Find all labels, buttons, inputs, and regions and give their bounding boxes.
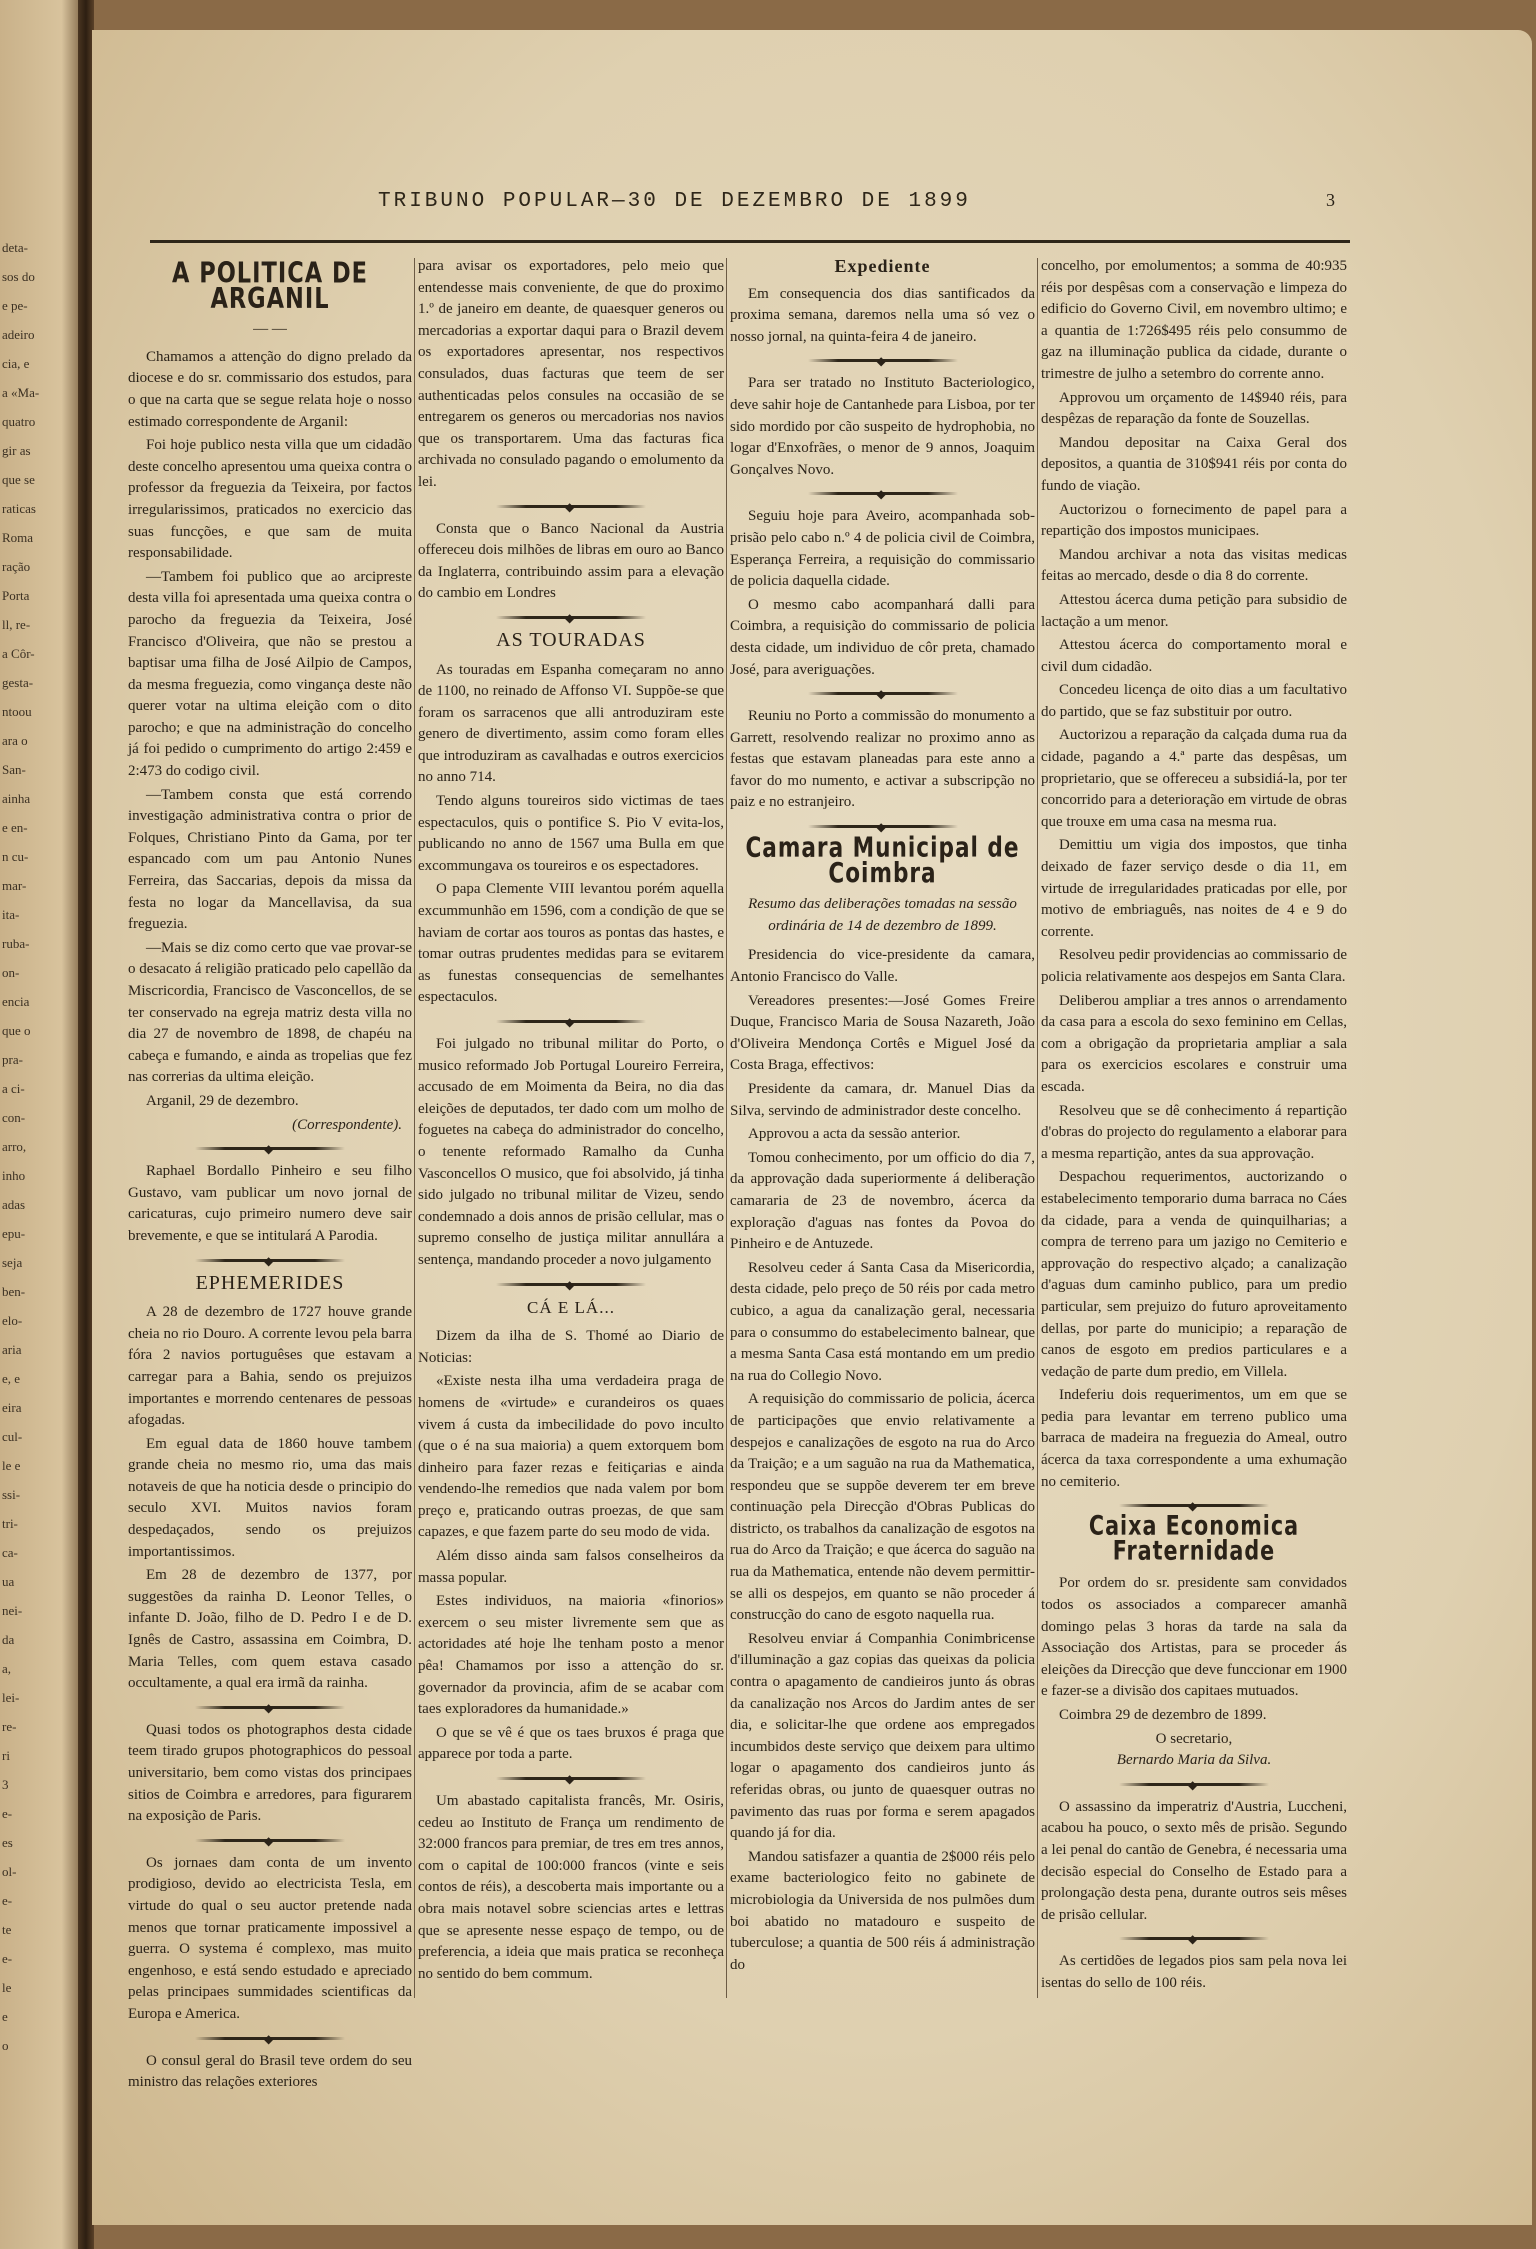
paragraph: Attestou ácerca do comportamento moral e civil dum cidadão. [1041,637,1347,675]
prev-page-fragment: re- [2,1719,17,1734]
paragraph: «Existe nesta ilha uma verdadeira praga de homens de «virtude» e curandeiros os quaes vivem á custa da imbecilidade do povo inculto (que o é na sua maioria) a quem extorquem bom dinheiro para fazer rezas e feitiçarias e ainda vendendo-lhe remedios que nada valem por bom preço e, praticando outras proezas, de que sam capazes, e que fazem parte do seu modo de vida. [418,1373,724,1541]
paragraph: Mandou archivar a nota das visitas medicas feitas ao mercado, desde o dia 8 do corrente. [1041,546,1347,585]
prev-page-fragment: ita- [2,907,20,922]
prev-page-fragment: gesta- [2,675,34,690]
section-title: Caixa Economica Fraternidade [1088,1511,1300,1567]
prev-page-fragment: es [2,1835,13,1850]
section-title: EPHEMERIDES [195,1271,345,1294]
prev-page-fragment: Porta [2,588,30,603]
prev-page-fragment: cia, e [2,356,30,371]
dateline: Arganil, 29 de dezembro. [146,1092,299,1109]
paragraph: —Tambem foi publico que ao arcipreste desta villa foi apresentada uma queixa contra o parocho da freguezia da Teixeira, José Francisco d'Oliveira, que não se prestou a baptisar uma filha de José Ailpio de Campos, da mesma freguezia, como vingança deste não querer votar na ultima eleição com o dito parocho; e que na administração do concelho já foi pedido o cumprimento do artigo 2:459 e 2:473 do codigo civil. [128,568,412,780]
prev-page-fragment: a ci- [2,1081,25,1096]
osiris-note: Um abastado capitalista francês, Mr. Osiris, cedeu ao Instituto de França um rendimento de 32:000 francos para premiar, de tres em tres annos, com o capital de 100:000 francos (vinte e seis contos de réis), a descoberta mais importante ou a obra mais notavel sobre sciencias artes e lettras que se apresente nesse espaço de tempo, ou de preferencia, a ideia que mais pratica se reconheça no sentido do bem commum. [418,1793,724,1982]
julgado-note: Foi julgado no tribunal militar do Porto, o musico reformado Job Portugal Loureiro Ferreira, accusado de em Moimenta da Beira, no dia das eleições de deputados, ter dado com um molho de foguetes na cabeça do administrador do concelho, o tenente reformado Ramalho da Cunha Vasconcellos O musico, que foi absolvido, já tinha sido julgado no tribunal militar de Vizeu, sendo condemnado a dois annos de prisão cellular, mas o supremo conselho de justiça militar annullára a sentença, mandando proceder a novo julgamento [418,1036,724,1268]
prev-page-fragment: e- [2,1806,13,1821]
caixa-secretary: O secretario, [1155,1730,1233,1747]
paragraph: Mandou satisfazer a quantia de 2$000 réis pelo exame bacteriologico feito no gabinete de microbiologia da Universida de nos pulmões dum boi abatido no matadouro e suspeito de tuberculose; a quantia de 500 réis á administração do [730,1848,1035,1973]
prev-page-fragment: con- [2,1110,26,1125]
prev-page-fragment: ntoou [2,704,32,719]
prev-page-fragment: quatro [2,414,36,429]
paragraph: Foi hoje publico nesta villa que um cidadão deste concelho apresentou uma queixa contra o professor da freguezia da Teixeira, por factos irregularissimos, praticados no exercicio das suas funcções, e que sam de muita responsabilidade. [128,437,412,562]
prev-page-fragment: ri [2,1748,10,1763]
prev-page-fragment: encia [2,994,30,1009]
column-4 [1041,256,1347,2016]
prev-page-fragment: a, [2,1661,12,1676]
prev-page-fragment: que o [2,1023,31,1038]
paragraph: A 28 de dezembro de 1727 houve grande cheia no rio Douro. A corrente levou pela barra fóra 2 navios portuguêses que estavam a carregar para a Bahia, sendo os prejuizos importantes e morrendo centenares de pessoas afogadas. [128,1304,412,1429]
prev-page-fragment: sos do [2,269,35,284]
paragraph: Vereadores presentes:—José Gomes Freire Duque, Francisco Maria de Sousa Nazareth, João d'Oliveira Mendonça Cortês e Miguel José da Costa Braga, effectivos: [730,992,1035,1074]
prev-page-fragment: inho [2,1168,26,1183]
prev-page-fragment: ca- [2,1545,18,1560]
paragraph: Em 28 de dezembro de 1377, por suggestões da rainha D. Leonor Telles, o infante D. João, filho de D. Pedro I e de D. Ignês de Castro, assassina em Coimbra, D. Maria Telles, com quem estava casado occultamente, a qual era irmã da rainha. [128,1567,412,1692]
prev-page-fragment: ll, re- [2,617,31,632]
bordallo-note: Raphael Bordallo Pinheiro e seu filho Gustavo, vam publicar um novo jornal de caricaturas, cujo primeiro numero deve sair brevemente, e que se intitulará A Parodia. [128,1163,412,1244]
section-title: AS TOURADAS [496,628,646,651]
expediente-text: Em consequencia dos dias santificados da proxima semana, daremos nella uma só vez o nosso jornal, na quinta-feira 4 de janeiro. [730,285,1035,345]
title-dash: — — [253,321,287,338]
prev-page-fragment: elo- [2,1313,23,1328]
article-title: A POLITICA DE ARGANIL [171,256,368,315]
ornament-divider [496,1777,646,1780]
paragraph: Resolveu enviar á Companhia Conimbricense d'illuminação a gaz copias das queixas da policia contra o apagamento de candieiros junto ás obras da canalização nos Arcos do Jardim antes de ser dia, e solicitar-lhe que ordene aos empregados incumbidos deste serviço que deixem para ultimo logar o apagamento dos candieiros junto ás referidas obras, ou junto de quaesquer outras no pavimento das ruas por forma e serem apagados quando já for dia. [730,1630,1035,1842]
ornament-divider [496,616,646,619]
section-title: Expediente [834,256,931,276]
banco-note: Consta que o Banco Nacional da Austria offereceu dois milhões de libras em ouro ao Banco da Inglaterra, contribuindo assim para a elevação do cambio em Londres [418,520,724,602]
prev-page-fragment: le e [2,1458,21,1473]
paragraph: O papa Clemente VIII levantou porém aquella excummunhão em 1596, com a condição de que se haviam de cortar aos touros as pontas das hastes, e tomar outras prudentes medidas para se evitarem as funestas consequencias de semelhantes espectaculos. [418,881,724,1006]
photo-note: Quasi todos os photographos desta cidade teem tirado grupos photographicos do pessoal universitario, bem como vistas dos principaes sitios de Coimbra e arredores, para figurarem na exposição de Paris. [128,1721,412,1825]
prev-page-fragment: ainha [2,791,31,806]
invento-note: Os jornaes dam conta de um invento prodigioso, devido ao electricista Tesla, em virtude do qual o seu auctor pretende nada menos que tornar praticamente impossivel a guerra. O systema é complexo, mas muito engenhoso, e está sendo estudado e apreciado pelas principaes summidades scientificas da Europa e America. [128,1854,412,2022]
prev-page-fragment: arro, [2,1139,27,1154]
ornament-divider [195,1839,345,1842]
prev-page-fragment: epu- [2,1226,26,1241]
paragraph: Tomou conhecimento, por um officio do dia 7, da approvação dada superiormente á deliberação camararia de 23 de novembro, ácerca da exploração d'aguas nas fontes da Povoa do Pinheiro e de Antuzede. [730,1149,1035,1253]
column-separator [1037,258,1038,1998]
prev-page-fragment: ssi- [2,1487,21,1502]
prev-page-fragment: n cu- [2,849,29,864]
ornament-divider [195,2037,345,2040]
prev-page-fragment: a «Ma- [2,385,40,400]
prev-page-fragment: ara o [2,733,28,748]
prev-page-fragment: e- [2,1893,13,1908]
legados-note: As certidões de legados pios sam pela nova lei isentas do sello de 100 réis. [1041,1953,1347,1991]
paragraph: Indeferiu dois requerimentos, um em que se pedia para levantar em terreno publico uma barraca de madeira na freguezia do Ameal, outro ácerca da taxa correspondente a uma exhumação no cemiterio. [1041,1387,1347,1490]
prev-page-fragment: gir as [2,443,31,458]
ornament-divider [496,1283,646,1286]
page-number: 3 [1326,190,1335,210]
ornament-divider [195,1259,345,1262]
paragraph: —Mais se diz como certo que vae provar-se o desacato á religião praticado pelo capellão da Miscricordia, Francisco de Vasconcellos, de se ter conservado na egreja matriz desta villa no dia 27 de novembro de 1898, de chapéu na cabeça e fumando, e ainda as tropelias que fez nas correrias da ultima eleição. [128,939,412,1086]
section-subtitle: Resumo das deliberações tomadas na sessão ordinária de 14 de dezembro de 1899. [748,896,1017,934]
header-rule [150,240,1350,243]
prev-page-fragment: e [2,2009,8,2024]
prev-page-fragment: da [2,1632,15,1647]
ornament-divider [496,1020,646,1023]
prev-page-fragment: ruba- [2,936,30,951]
ornament-divider [808,692,958,695]
paragraph: Dizem da ilha de S. Thomé ao Diario de Noticias: [418,1328,724,1366]
prev-page-fragment: raticas [2,501,36,516]
paragraph: Auctorizou a reparação da calçada duma rua da cidade, pagando a 4.ª parte das despêsas, um proprietario, que se offereceu a subsidiá-la, por ter concorrido para a deterioração em virtude de obras que trouxe em uma casa na mesma rua. [1041,727,1347,830]
ornament-divider [195,1706,345,1709]
prev-page-fragment: ol- [2,1864,17,1879]
lisboa-note: Para ser tratado no Instituto Bacteriologico, deve sahir hoje de Cantanhede para Lisboa, por ter sido mordido por cão suspeito de hydrophobia, no logar d'Enxofrães, o menor de 9 annos, Joaquim Gonçalves Novo. [730,375,1035,478]
paragraph: Além disso ainda sam falsos conselheiros da massa popular. [418,1548,724,1586]
paragraph: Despachou requerimentos, auctorizando o estabelecimento temporario duma barraca no Cáes da cidade, para a venda de quinquilharias; a compra de terreno para um jazigo no Cemiterio e approvação do respectivo alçado; a canalização d'aguas dum caminho publico, para um predio particular, sem prejuizo do futuro aproveitamento dellas, por parte do municipio; a reparação de canos de esgoto em predios particulares e a vedação de parte dum predio, em Villela. [1041,1169,1347,1380]
paragraph: Resolveu que se dê conhecimento á repartição d'obras do projecto do regulamento a elaborar para a mesma repartição, antes da sua approvação. [1041,1102,1347,1162]
masthead-line: TRIBUNO POPULAR—30 DE DEZEMBRO DE 1899 [378,190,971,213]
prev-page-fragment: te [2,1922,12,1937]
prev-page-fragment: e pe- [2,298,28,313]
paragraph: Attestou ácerca duma petição para subsidio de lactação a um menor. [1041,591,1347,630]
section-title: Camara Municipal de Coimbra [745,831,1020,889]
signature: (Correspondente). [292,1116,402,1133]
paragraph: Presidencia do vice-presidente da camara, Antonio Francisco do Valle. [730,947,1035,986]
paragraph: Deliberou ampliar a tres annos o arrendamento da casa para a escola do sexo feminino em Cellas, com a obrigação da proprietaria ampliar a sala para os exercicios escolares e construir uma escada. [1041,992,1347,1095]
prev-page-fragment: deta- [2,240,28,255]
paragraph: O que se vê é que os taes bruxos é praga que apparece por toda a parte. [418,1724,724,1763]
prev-page-fragment: e, e [2,1371,21,1386]
paragraph: Tendo alguns toureiros sido victimas de taes espectaculos, quis o pontifice S. Pio V evita-los, publicando no anno de 1567 uma Bulla em que excommungava os toureiros e os espectadores. [418,793,724,874]
prev-page-fragment: seja [2,1255,23,1270]
paragraph: Em egual data de 1860 houve tambem grande cheia no mesmo rio, uma das mais notaveis de que ha noticia desde o principio do seculo XVI. Muitos navios foram despedaçados, sendo os prejuizos importantissimos. [128,1435,412,1560]
prev-page-fragment: adas [2,1197,26,1212]
paragraph: Estes individuos, na maioria «finorios» exercem o seu mister livremente sem que as actoridades até hoje lhe tenham posto a menor pêa! Chamamos por isso a attenção do sr. governador da provincia, afim de se acabar com taes exploradores da humanidade.» [418,1593,724,1718]
column-separator [726,258,727,1998]
previous-page-edge [0,0,88,2249]
paragraph: Resolveu ceder á Santa Casa da Misericordia, desta cidade, pelo preço de 50 réis por cada metro cubico, a agua da canalização geral, necessaria para o consummo do estabelecimento balnear, que a mesma Santa Casa está montando em um predio na rua do Collegio Novo. [730,1259,1035,1384]
caixa-date: Coimbra 29 de dezembro de 1899. [1059,1707,1267,1723]
ornament-divider [808,825,958,828]
ornament-divider [1119,1937,1269,1940]
paragraph: Chamamos a attenção do digno prelado da diocese e do sr. commissario dos estudos, para o que na carta que se segue relata hoje o nosso estimado correspondente de Arganil: [128,348,412,430]
ornament-divider [195,1147,345,1150]
paragraph: A requisição do commissario de policia, ácerca de participações que envio relativamente a despejos e canalizações de esgoto na rua do Arco da Traição; e a um saguão na rua da Mathematica, respondeu que se suppõe deverem ter em breve continuação pela Direcção d'Obras Publicas do districto, os trabalhos da canalização de esgotos na rua do Arco da Traição; e que ácerca do saguão na rua da Mathematica, entende não devem permittir-se alli os despejos, em quanto se não proceder á construcção do cano de esgoto naquella rua. [730,1391,1035,1624]
prev-page-fragment: nei- [2,1603,23,1618]
prev-page-fragment: cul- [2,1429,23,1444]
ornament-divider [808,359,958,362]
prev-page-fragment: on- [2,965,20,980]
prev-page-fragment: mar- [2,878,27,893]
prev-page-fragment: eira [2,1400,22,1415]
caixa-signature: Bernardo Maria da Silva. [1116,1752,1272,1769]
paragraph: Mandou depositar na Caixa Geral dos depositos, a quantia de 310$941 réis por conta do fundo de viação. [1041,434,1347,494]
column-separator [414,258,415,1998]
austria-note: O assassino da imperatriz d'Austria, Luccheni, acabou ha pouco, o sexto mês de prisão. Segundo a lei penal do cantão de Genebra, é necessaria uma decisão especial do Conselho de Estado para a prolongação desta pena, durante outros seis mêses de prisão cellular. [1041,1798,1347,1923]
paragraph: Demittiu um vigia dos impostos, que tinha deixado de fazer serviço desde o dia 11, em virtude de irregularidades praticadas por elle, por motivo de embriaguês, nas noites de 4 e 9 do corrente. [1041,837,1347,940]
paragraph: Concedeu licença de oito dias a um facultativo do partido, que se faz substituir por outro. [1041,682,1347,720]
prev-page-fragment: ua [2,1574,15,1589]
porto-note: Reuniu no Porto a commissão do monumento a Garrett, resolvendo realizar no proximo anno as festas que estavam planeadas para este anno a favor do mo numento, e activar a subscripção no paiz e no estranjeiro. [730,708,1035,811]
paragraph: Approvou a acta da sessão anterior. [748,1126,961,1143]
caixa-text: Por ordem do sr. presidente sam convidados todos os associados a comparecer amanhã domingo pelas 3 horas da tarde na sala da Associação dos Artistas, para se proceder ás eleições da Direcção que deve funccionar em 1900 e fazer-se a divisão dos capitaes mutuados. [1041,1575,1347,1700]
prev-page-fragment: Roma [2,530,34,545]
paragraph: O mesmo cabo acompanhará dalli para Coimbra, a requisição do commissario de policia desta cidade, um individuo de côr preta, chamado José, para averiguações. [730,596,1035,678]
column-1 [128,256,412,2091]
paragraph: Seguiu hoje para Aveiro, acompanhada sob-prisão pelo cabo n.º 4 de policia civil de Coimbra, Esperança Ferreira, a requisição do commissario de policia daquella cidade. [730,508,1035,590]
paragraph: Resolveu pedir providencias ao commissario de policia relativamente aos despejos em Santa Clara. [1041,947,1347,985]
prev-page-fragment: pra- [2,1052,23,1067]
prev-page-fragment: que se [2,472,35,487]
prev-page-fragment: lei- [2,1690,20,1705]
prev-page-fragment: aria [2,1342,22,1357]
prev-page-fragment: 3 [2,1777,9,1792]
paragraph: concelho, por emolumentos; a somma de 40:935 réis por despêsas com a conservação e limpeza do edificio do Governo Civil, em novembro ultimo; e a quantia de 1:726$495 réis pelo consummo de gaz na illuminação publica da cidade, durante o trimestre de julho a setembro do corrente anno. [1041,258,1347,382]
prev-page-fragment: e- [2,1951,13,1966]
prev-page-fragment: ração [2,559,31,574]
prev-page-fragment: e en- [2,820,28,835]
ornament-divider [1119,1783,1269,1786]
ornament-divider [808,492,958,495]
ornament-divider [496,505,646,508]
prev-page-fragment: San- [2,762,26,777]
prev-page-fragment: adeiro [2,327,35,342]
paragraph: Presidente da camara, dr. Manuel Dias da Silva, servindo de administrador deste concelho. [730,1081,1035,1119]
paragraph: Auctorizou o fornecimento de papel para a repartição dos impostos municipaes. [1041,501,1347,540]
prev-page-fragment: tri- [2,1516,18,1531]
column-3 [730,256,1035,2016]
paragraph: —Tambem consta que está correndo investigação administrativa contra o prior de Folques, Christiano Pinto da Gama, por ter espancado com um pau Antonio Nunes Ferreira, das Saccarias, depois da missa da festa no logar da Mancellavisa, da sua freguezia. [128,786,412,933]
column-2 [418,256,724,2016]
prev-page-fragment: ben- [2,1284,26,1299]
section-title: CÁ E LÁ... [527,1297,615,1317]
prev-page-fragment: o [2,2038,9,2053]
consul-note: O consul geral do Brasil teve ordem do seu ministro das relações exteriores [128,2052,412,2091]
prev-page-fragment: le [2,1980,12,1995]
prev-page-fragment: a Côr- [2,646,35,661]
ornament-divider [1119,1504,1269,1507]
paragraph: As touradas em Espanha começaram no anno de 1100, no reinado de Affonso VI. Suppõe-se que foram os sarracenos que alli antroduziram este genero de divertimento, assim como foram elles que introduziram as cavalhadas e outros exercicios no anno 714. [418,661,724,786]
paragraph: Approvou um orçamento de 14$940 réis, para despêzas de reparação da fonte de Souzellas. [1041,389,1347,428]
continued-text: para avisar os exportadores, pelo meio que entendesse mais conveniente, de que do proximo 1.º de janeiro em deante, de quaesquer generos ou mercadorias a exportar daqui para o Brazil devem os exportadores apresentar, nos respectivos consulados, duas facturas que teem de ser authenticadas pelos consules na occasião de se entregarem os generos ou mercadorias nos navios que os transportarem. Uma das facturas fica archivada no consulado pagando o emolumento da lei. [418,258,724,490]
